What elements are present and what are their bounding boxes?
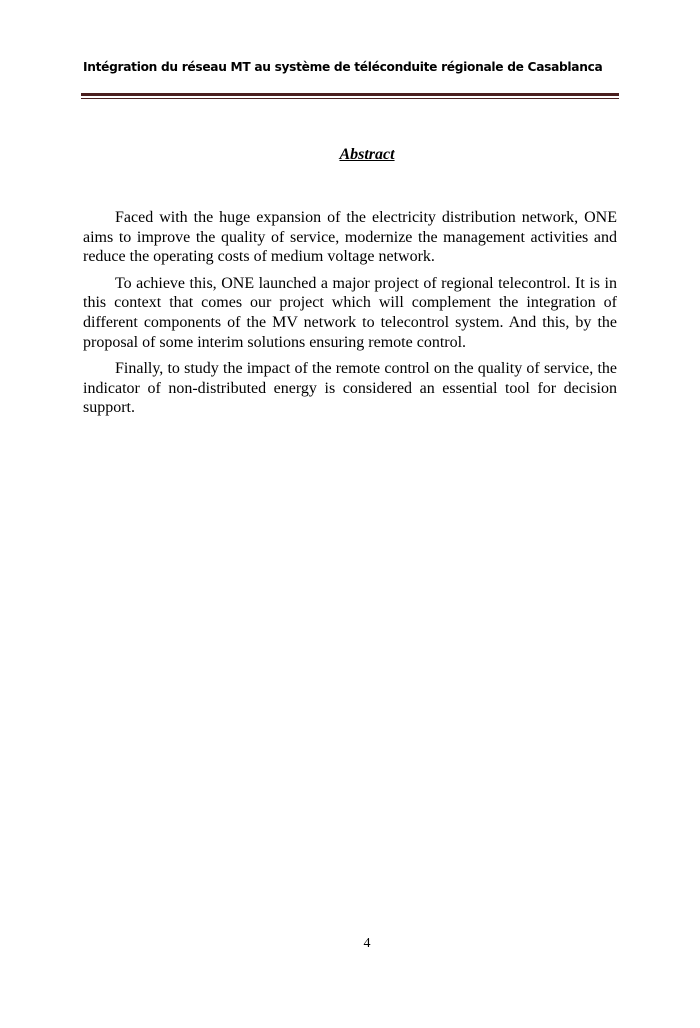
header-rule-thin [81, 98, 619, 99]
abstract-paragraph-1: Faced with the huge expansion of the electricity distribution network, ONE aims to improve the quality of service, modernize the management activities and reduce the operating costs of medium voltage network. [83, 209, 617, 266]
running-header-title: Intégration du réseau MT au système de téléconduite régionale de Casablanca [83, 60, 603, 74]
page-number: 4 [363, 936, 371, 951]
abstract-heading: Abstract [339, 146, 395, 163]
abstract-paragraph-2: To achieve this, ONE launched a major project of regional telecontrol. It is in this context that comes our project which will complement the integration of different components of the MV network to telecontrol system. And this, by the proposal of some interim solutions ensuring remote control. [83, 274, 617, 351]
abstract-body [83, 208, 617, 425]
abstract-paragraph-3: Finally, to study the impact of the remote control on the quality of service, the indicator of non-distributed energy is considered an essential tool for decision support. [83, 360, 617, 417]
header-rule-thick [81, 93, 619, 96]
